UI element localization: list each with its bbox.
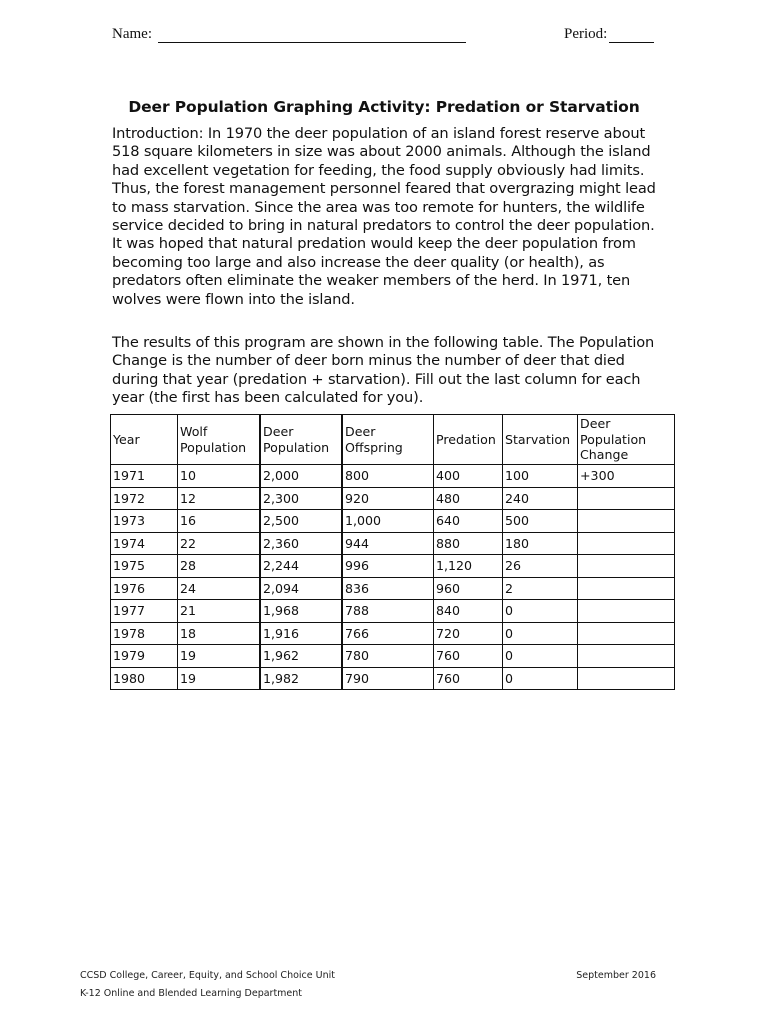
cell-predation: 1,120	[434, 555, 503, 578]
cell-year: 1975	[111, 555, 178, 578]
table-row	[111, 510, 675, 533]
cell-year: 1972	[111, 487, 178, 510]
cell-deer-offspring: 766	[342, 622, 434, 645]
name-blank-line[interactable]	[158, 42, 466, 43]
cell-deer-offspring: 836	[342, 577, 434, 600]
table-row	[111, 487, 675, 510]
footer-date: September 2016	[576, 970, 656, 981]
cell-deer-offspring: 920	[342, 487, 434, 510]
cell-predation: 880	[434, 532, 503, 555]
cell-wolf-population: 18	[178, 622, 261, 645]
cell-year: 1973	[111, 510, 178, 533]
table-row	[111, 532, 675, 555]
cell-starvation: 500	[503, 510, 578, 533]
cell-predation: 760	[434, 645, 503, 668]
cell-population-change[interactable]	[578, 600, 675, 623]
header-predation: Predation	[434, 415, 503, 465]
footer-unit: CCSD College, Career, Equity, and School Choice Unit	[80, 970, 335, 981]
cell-year: 1974	[111, 532, 178, 555]
cell-year: 1980	[111, 667, 178, 690]
cell-predation: 840	[434, 600, 503, 623]
cell-deer-population: 2,244	[260, 555, 342, 578]
cell-year: 1978	[111, 622, 178, 645]
cell-starvation: 0	[503, 667, 578, 690]
cell-population-change[interactable]	[578, 510, 675, 533]
deer-population-table	[110, 414, 675, 690]
footer-department: K-12 Online and Blended Learning Department	[80, 988, 303, 999]
name-label: Name:	[112, 26, 152, 42]
cell-wolf-population: 19	[178, 667, 261, 690]
cell-deer-offspring: 780	[342, 645, 434, 668]
cell-wolf-population: 28	[178, 555, 261, 578]
cell-year: 1979	[111, 645, 178, 668]
header-starvation: Starvation	[503, 415, 578, 465]
cell-deer-offspring: 1,000	[342, 510, 434, 533]
table-row	[111, 600, 675, 623]
cell-wolf-population: 22	[178, 532, 261, 555]
page-title: Deer Population Graphing Activity: Predation or Starvation	[128, 98, 640, 116]
cell-population-change[interactable]	[578, 622, 675, 645]
cell-deer-population: 1,962	[260, 645, 342, 668]
cell-starvation: 0	[503, 622, 578, 645]
cell-starvation: 0	[503, 600, 578, 623]
footer-line-1	[80, 970, 656, 981]
cell-starvation: 240	[503, 487, 578, 510]
cell-deer-population: 2,094	[260, 577, 342, 600]
header-deer-offspring: Deer Offspring	[342, 415, 434, 465]
period-blank-line[interactable]	[609, 42, 654, 43]
cell-predation: 720	[434, 622, 503, 645]
footer-line-2	[80, 988, 656, 999]
cell-population-change[interactable]	[578, 555, 675, 578]
cell-deer-population: 1,916	[260, 622, 342, 645]
cell-predation: 960	[434, 577, 503, 600]
cell-wolf-population: 16	[178, 510, 261, 533]
cell-deer-population: 1,982	[260, 667, 342, 690]
cell-deer-population: 1,968	[260, 600, 342, 623]
cell-predation: 760	[434, 667, 503, 690]
cell-population-change: +300	[578, 465, 675, 488]
introduction-paragraph: Introduction: In 1970 the deer population of an island forest reserve about 518 square kilometers in size was about 2000 animals. Although the island had excellent vegetation for feeding, the food supply obviously had limits. Thus, the forest management personnel feared that overgrazing might lead to mass starvation. Since the area was too remote for hunters, the wildlife service decided to bring in natural predators to control the deer population. It was hoped that natural predation would keep the deer population from becoming too large and also increase the deer quality (or health), as predators often eliminate the weaker members of the herd. In 1971, ten wolves were flown into the island.	[112, 125, 656, 308]
cell-deer-population: 2,500	[260, 510, 342, 533]
cell-year: 1971	[111, 465, 178, 488]
table-row	[111, 622, 675, 645]
table-row	[111, 645, 675, 668]
cell-wolf-population: 12	[178, 487, 261, 510]
cell-population-change[interactable]	[578, 577, 675, 600]
cell-wolf-population: 21	[178, 600, 261, 623]
cell-predation: 640	[434, 510, 503, 533]
cell-wolf-population: 24	[178, 577, 261, 600]
cell-deer-offspring: 790	[342, 667, 434, 690]
cell-deer-offspring: 996	[342, 555, 434, 578]
cell-deer-population: 2,000	[260, 465, 342, 488]
cell-starvation: 0	[503, 645, 578, 668]
table-row	[111, 577, 675, 600]
cell-predation: 480	[434, 487, 503, 510]
cell-population-change[interactable]	[578, 667, 675, 690]
cell-year: 1977	[111, 600, 178, 623]
period-label: Period:	[564, 26, 608, 42]
cell-deer-offspring: 788	[342, 600, 434, 623]
cell-predation: 400	[434, 465, 503, 488]
table-row	[111, 555, 675, 578]
table-row	[111, 667, 675, 690]
cell-starvation: 180	[503, 532, 578, 555]
header-deer-population: Deer Population	[260, 415, 342, 465]
cell-population-change[interactable]	[578, 645, 675, 668]
cell-wolf-population: 10	[178, 465, 261, 488]
cell-population-change[interactable]	[578, 487, 675, 510]
cell-deer-population: 2,300	[260, 487, 342, 510]
cell-deer-offspring: 800	[342, 465, 434, 488]
cell-deer-offspring: 944	[342, 532, 434, 555]
cell-starvation: 100	[503, 465, 578, 488]
table-header-row	[111, 415, 675, 465]
cell-starvation: 2	[503, 577, 578, 600]
results-paragraph: The results of this program are shown in the following table. The Population Change is the number of deer born minus the number of deer that died during that year (predation + starvation). Fill out the last column for each year (the first has been calculated for you).	[112, 334, 655, 407]
cell-starvation: 26	[503, 555, 578, 578]
cell-deer-population: 2,360	[260, 532, 342, 555]
cell-population-change[interactable]	[578, 532, 675, 555]
cell-wolf-population: 19	[178, 645, 261, 668]
header-wolf-population: Wolf Population	[178, 415, 261, 465]
header-year: Year	[111, 415, 178, 465]
header-population-change: Deer Population Change	[578, 415, 675, 465]
table-row	[111, 465, 675, 488]
cell-year: 1976	[111, 577, 178, 600]
